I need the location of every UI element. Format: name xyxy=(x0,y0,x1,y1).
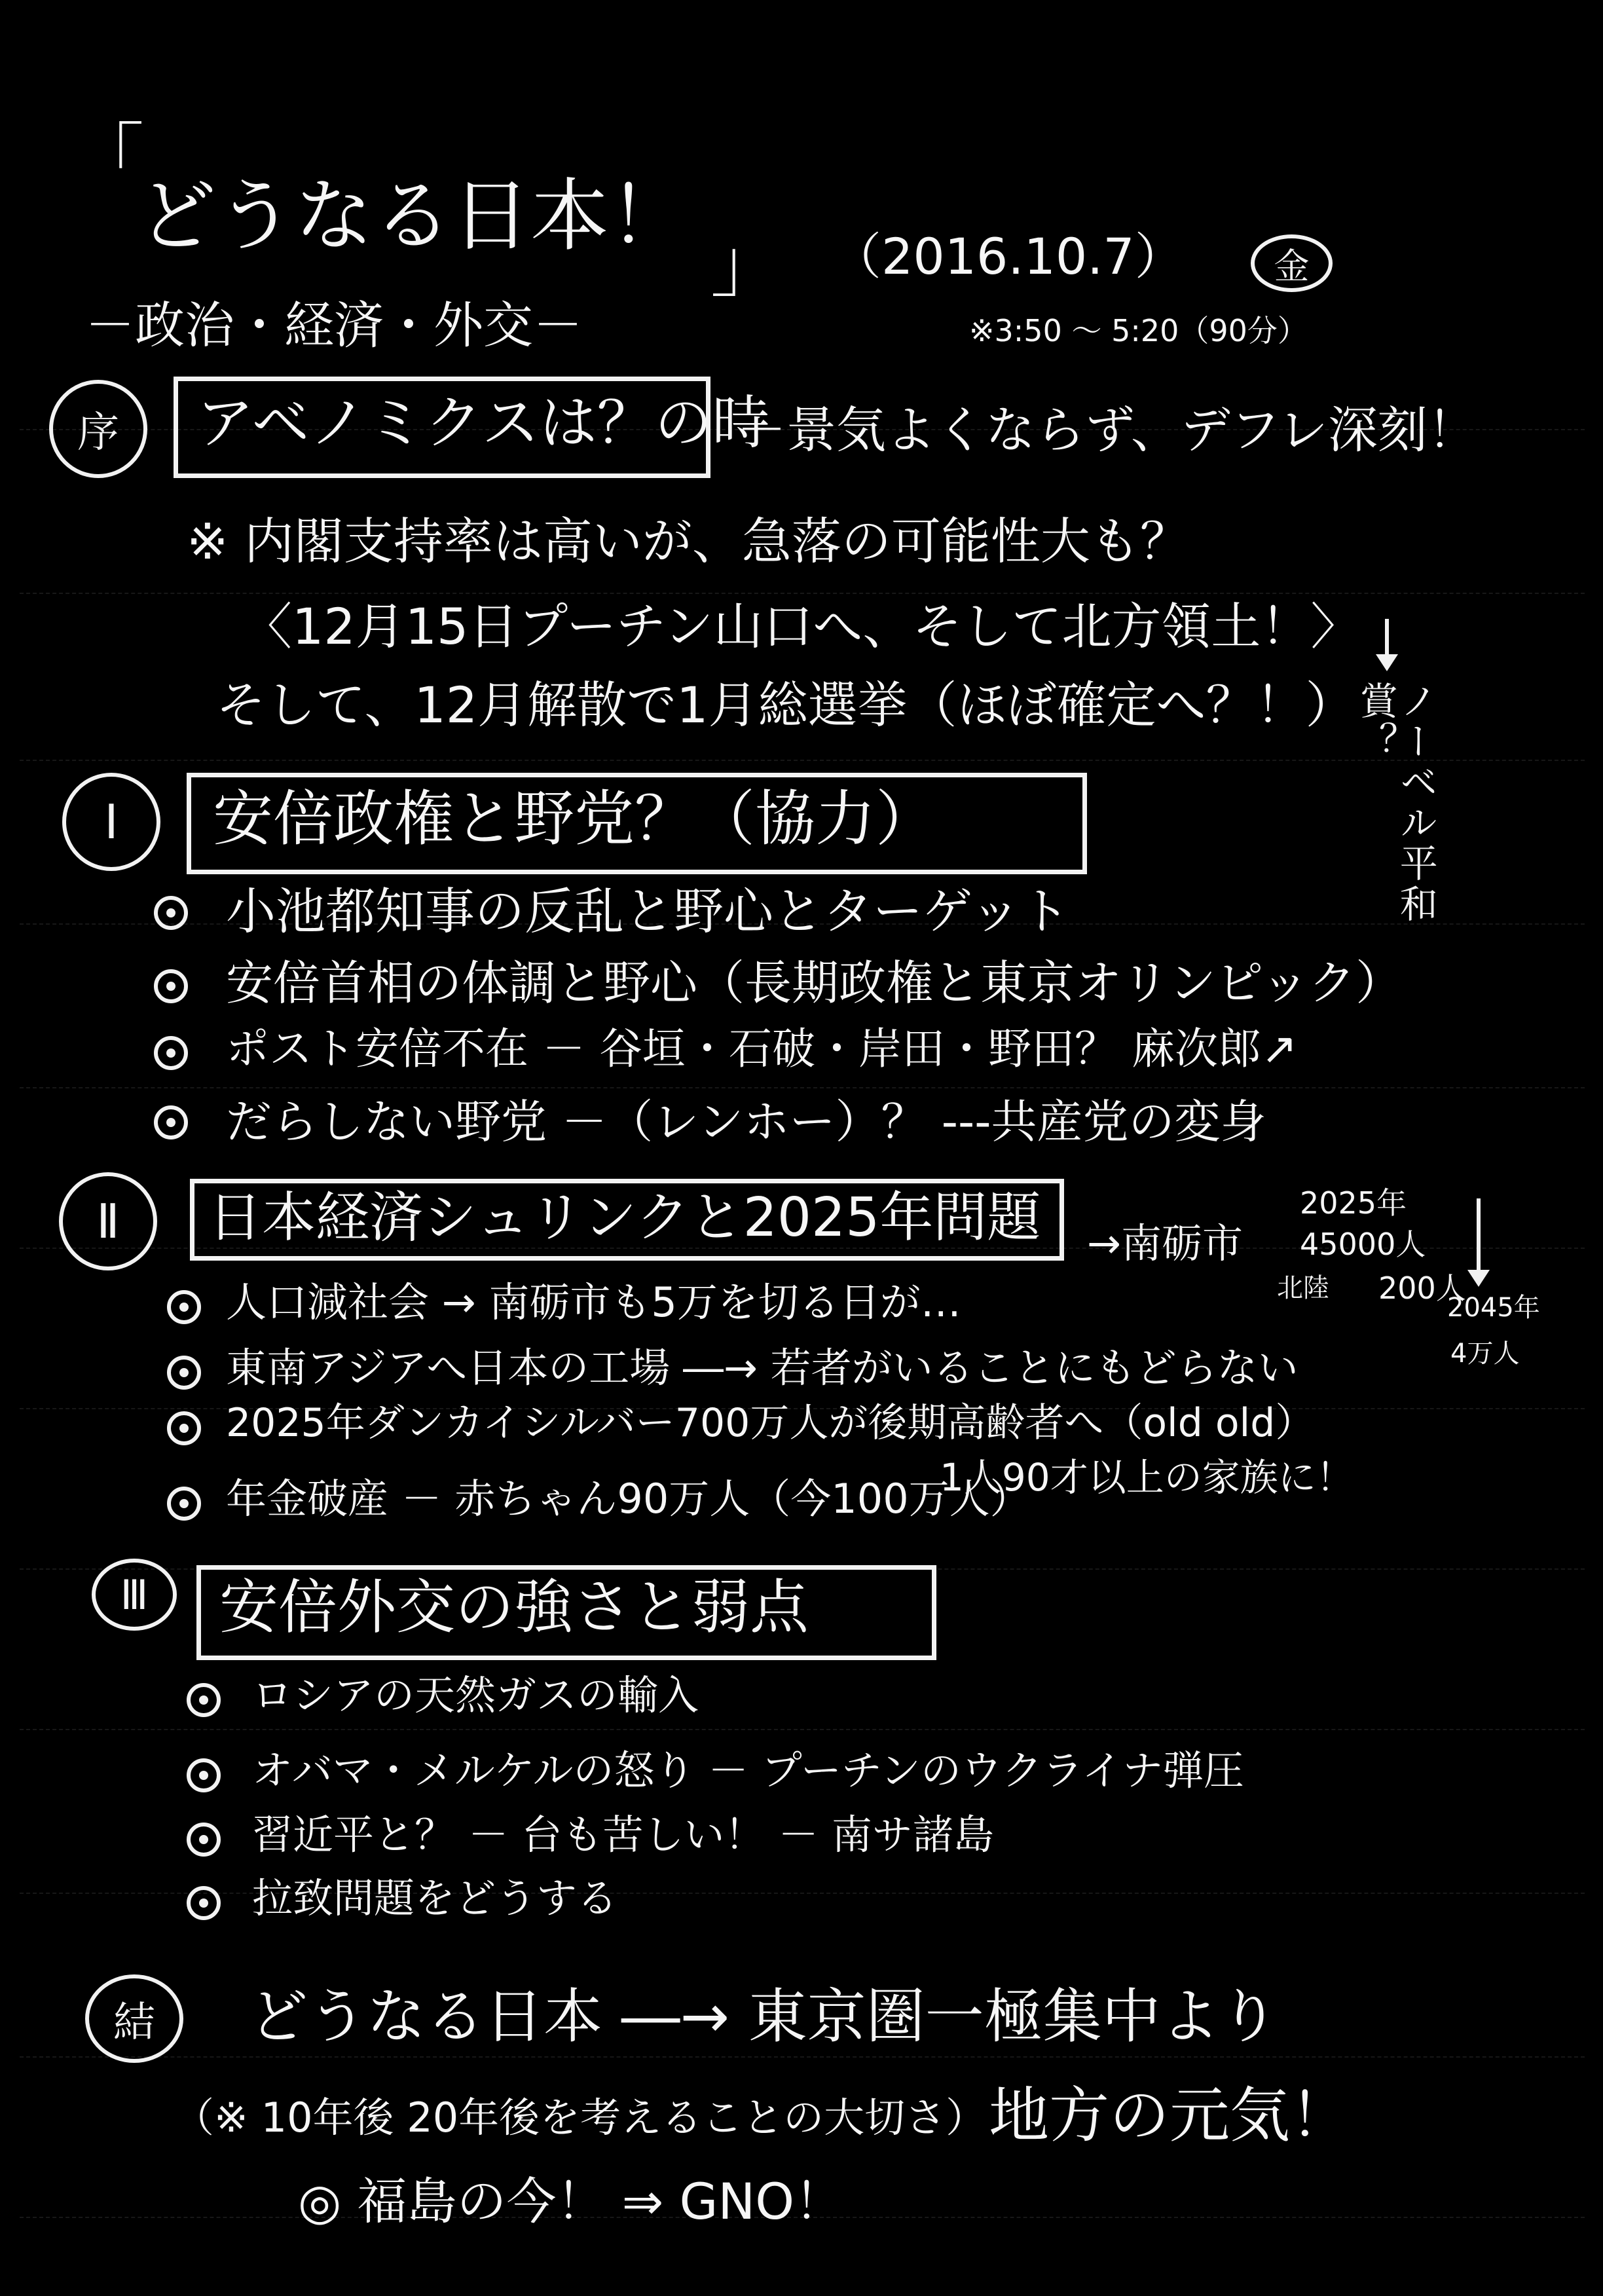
intro-summary: －景気よくならず、デフレ深刻！ xyxy=(737,401,1477,459)
section2-item-3: 2025年ダンカイシルバー700万人が後期高齢者へ（old old） xyxy=(226,1400,1315,1446)
section3-item-4: 拉致問題をどうする xyxy=(252,1874,618,1922)
section1-item-4: だらしない野党 －（レンホー）？ ---共産党の変身 xyxy=(226,1095,1266,1149)
title-close-bracket: 」 xyxy=(710,223,783,307)
bullet-icon xyxy=(187,1886,221,1920)
bullet-icon xyxy=(167,1487,201,1521)
section2-item-4: 年金破産 － 赤ちゃん90万人（今100万人） xyxy=(226,1475,1031,1523)
section2-note-hokko-val: 200人 xyxy=(1378,1270,1466,1306)
section3-marker: Ⅲ xyxy=(92,1559,177,1631)
section3-item-2: オバマ・メルケルの怒り － プーチンのウクライナ弾圧 xyxy=(252,1747,1245,1794)
conclusion-line-2: （※ 10年後 20年後を考えることの大切さ） xyxy=(174,2094,987,2141)
bullet-icon xyxy=(187,1758,221,1792)
page-date: （2016.10.7） xyxy=(832,227,1185,286)
bullet-icon xyxy=(154,1036,188,1070)
conclusion-line-2-tail: 地方の元気！ xyxy=(989,2081,1351,2151)
bullet-icon xyxy=(167,1411,201,1445)
section2-item-1: 人口減社会 → 南砺市も5万を切る日が… xyxy=(226,1278,961,1326)
section3-item-3: 習近平と？ － 台も苦しい！ － 南サ諸島 xyxy=(252,1811,994,1859)
section1-item-1: 小池都知事の反乱と野心とターゲット xyxy=(226,882,1070,940)
intro-line-1: ※ 内閣支持率は高いが、急落の可能性大も？ xyxy=(187,512,1190,570)
section2-note-hokko: 北陸 xyxy=(1277,1273,1329,1303)
intro-line-2: 〈12月15日プーチン山口へ、そして北方領土！〉 xyxy=(242,597,1361,656)
page-title: どうなる日本！ xyxy=(138,171,688,262)
bullet-icon xyxy=(167,1290,201,1324)
title-open-bracket: 「 xyxy=(72,115,144,199)
bullet-icon xyxy=(187,1823,221,1857)
intro-side-arrow xyxy=(1385,619,1389,658)
section2-side-val: 4万人 xyxy=(1450,1339,1520,1369)
bullet-icon xyxy=(167,1356,201,1390)
lecture-time: ※3:50 〜 5:20（90分） xyxy=(969,313,1308,348)
section2-note-arrow: →南砺市 xyxy=(1087,1219,1243,1267)
section2-marker: Ⅱ xyxy=(59,1172,157,1270)
section3-item-1: ロシアの天然ガスの輸入 xyxy=(252,1671,699,1719)
section2-note-2025: 2025年 xyxy=(1300,1185,1407,1221)
section2-side-arrow xyxy=(1477,1198,1481,1274)
bullet-icon xyxy=(187,1683,221,1717)
section2-note-pop: 45000人 xyxy=(1300,1227,1426,1262)
section1-item-2: 安倍首相の体調と野心（長期政権と東京オリンピック） xyxy=(226,955,1403,1010)
section2-item-2: 東南アジアへ日本の工場 ―→ 若者がいることにもどらない xyxy=(226,1344,1299,1392)
bullet-icon xyxy=(154,969,188,1003)
day-mark: 金 xyxy=(1251,234,1333,292)
intro-side-note: ノーベル平和賞？ xyxy=(1353,681,1438,925)
conclusion-marker: 結 xyxy=(85,1974,183,2063)
section1-marker: Ⅰ xyxy=(62,773,160,871)
section2-side-year: 2045年 xyxy=(1447,1293,1540,1323)
intro-heading: アベノミクスは？の時 xyxy=(196,389,770,456)
conclusion-line-1: どうなる日本 ―→ 東京圏一極集中より xyxy=(249,1982,1279,2051)
page-subtitle: －政治・経済・外交－ xyxy=(85,296,583,354)
section3-heading: 安倍外交の強さと弱点 xyxy=(219,1573,809,1642)
section2-item-note: 1人90才以上の家族に！ xyxy=(940,1455,1354,1500)
section1-heading: 安倍政権と野党？（協力） xyxy=(213,784,936,854)
section2-heading: 日本経済シュリンクと2025年問題 xyxy=(208,1187,1041,1249)
bullet-icon xyxy=(154,1105,188,1139)
intro-marker: 序 xyxy=(49,380,147,478)
bullet-icon xyxy=(154,896,188,930)
intro-line-3: そして、12月解散で1月総選挙（ほぼ確定へ？！） xyxy=(216,676,1355,734)
conclusion-line-3: ◎ 福島の今！ ⇒ GNO！ xyxy=(298,2172,845,2231)
section1-item-3: ポスト安倍不在 － 谷垣・石破・岸田・野田？ 麻次郎↗ xyxy=(226,1024,1298,1074)
